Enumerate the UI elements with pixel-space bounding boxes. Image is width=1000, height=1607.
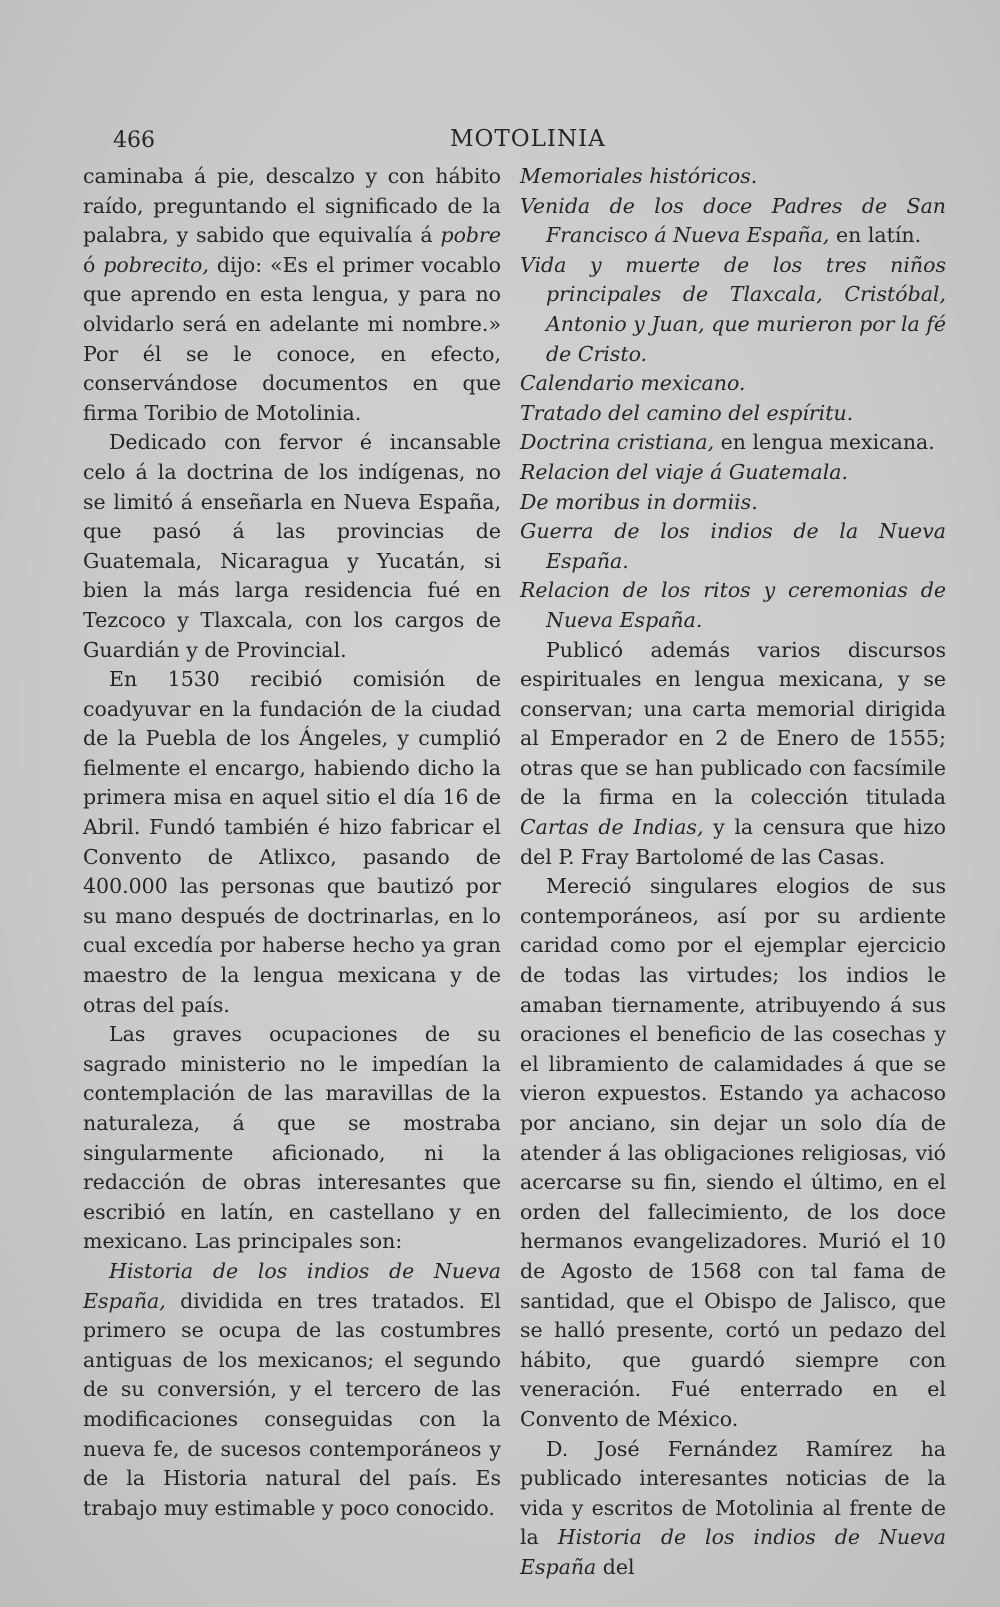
work-entry: Calendario mexicano. (520, 371, 746, 396)
paragraph-doctrine: Dedicado con fervor é incansable celo á la doctrina de los indígenas, no se limitó á enseñarla en Nueva España, que pasó á las provincias de Guatemala, Nicaragua y Yucatán, si bien la más larga residencia fué en Tezcoco y Tlaxcala, con los cargos de Guardián y de Provincial. (83, 430, 501, 662)
paragraph-historia: Historia de los indios de Nueva España, dividida en tres tratados. El primero se ocupa de las costumbres antiguas de los mexicanos; el segundo de su conversión, y el tercero de las modificaciones conseguidas con la nueva fe, de sucesos contemporáneos y de la Historia natural del país. Es trabajo muy estimable y poco conocido. (83, 1258, 501, 1520)
paragraph-ramirez: D. José Fernández Ramírez ha publicado interesantes noticias de la vida y escritos de Motolinia al frente de la Historia de los indios de Nueva España del (520, 1436, 947, 1579)
work-entry: Guerra de los indios de la Nueva España. (520, 519, 946, 573)
right-column (520, 162, 946, 1583)
work-entry: Tratado del camino del espíritu. (520, 400, 854, 425)
page-number: 466 (113, 128, 155, 153)
work-entry: Venida de los doce Padres de San Francisco á Nueva España, en latín. (520, 193, 946, 248)
paragraph-works-intro: Las graves ocupaciones de su sagrado ministerio no le impedían la contemplación de las maravillas de la naturaleza, á que se mostraba singularmente aficionado, ni la redacción de obras interesantes que escribió en latín, en castellano y en mexicano. Las principales son: (83, 1022, 501, 1254)
work-entry: Relacion de los ritos y ceremonias de Nueva España. (520, 578, 946, 632)
paragraph-death: Mereció singulares elogios de sus contemporáneos, así por su ardiente caridad como por el ejemplar ejercicio de todas las virtudes; los indios le amaban tiernamente, atribuyendo á sus oraciones el beneficio de las cosechas y el libramiento de calamidades á que se vieron expuestos. Estando ya achacoso por anciano, sin dejar un solo día de atender á las obligaciones religiosas, vió acercarse su fin, siendo el último, en el orden del fallecimiento, de los doce hermanos evangelizadores. Murió el 10 de Agosto de 1568 con tal fama de santidad, que el Obispo de Jalisco, que se halló presente, cortó un pedazo del hábito, que guardó siempre con veneración. Fué enterrado en el Convento de México. (520, 874, 946, 1431)
work-entry: Vida y muerte de los tres niños principales de Tlaxcala, Cristóbal, Antonio y Juan, que murieron por la fé de Cristo. (520, 252, 946, 366)
work-entry: Relacion del viaje á Guatemala. (520, 459, 848, 484)
left-column (83, 162, 501, 1523)
work-entry: Memoriales históricos. (520, 164, 758, 188)
paragraph-name-origin: caminaba á pie, descalzo y con hábito raído, preguntando el significado de la palabra, y sabido que equivalía á pobre ó pobrecito, dijo: «Es el primer vocablo que aprendo en esta lengua, y para no olvidarlo será en adelante mi nombre.» Por él se le conoce, en efecto, conservándose documentos en que firma Toribio de Motolinia. (83, 164, 502, 425)
work-entry: Doctrina cristiana, en lengua mexicana. (520, 430, 935, 455)
paragraph-publico: Publicó además varios discursos espirituales en lengua mexicana, y se conservan; una carta memorial dirigida al Emperador en 2 de Enero de 1555; otras que se han publicado con facsímile de la firma en la colección titulada Cartas de Indias, y la censura que hizo del P. Fray Bartolomé de las Casas. (520, 637, 946, 869)
paragraph-puebla: En 1530 recibió comisión de coadyuvar en la fundación de la ciudad de la Puebla de los Ángeles, y cumplió fielmente el encargo, habiendo dicho la primera misa en aquel sitio el día 16 de Abril. Fundó también é hizo fabricar el Convento de Atlixco, pasando de 400.000 las personas que bautizó por su mano después de doctrinarlas, en lo cual excedía por haberse hecho ya gran maestro de la lengua mexicana y de otras del país. (83, 667, 501, 1017)
work-entry: De moribus in dormiis. (520, 489, 758, 514)
running-title: MOTOLINIA (450, 126, 606, 152)
works-list (520, 162, 946, 636)
